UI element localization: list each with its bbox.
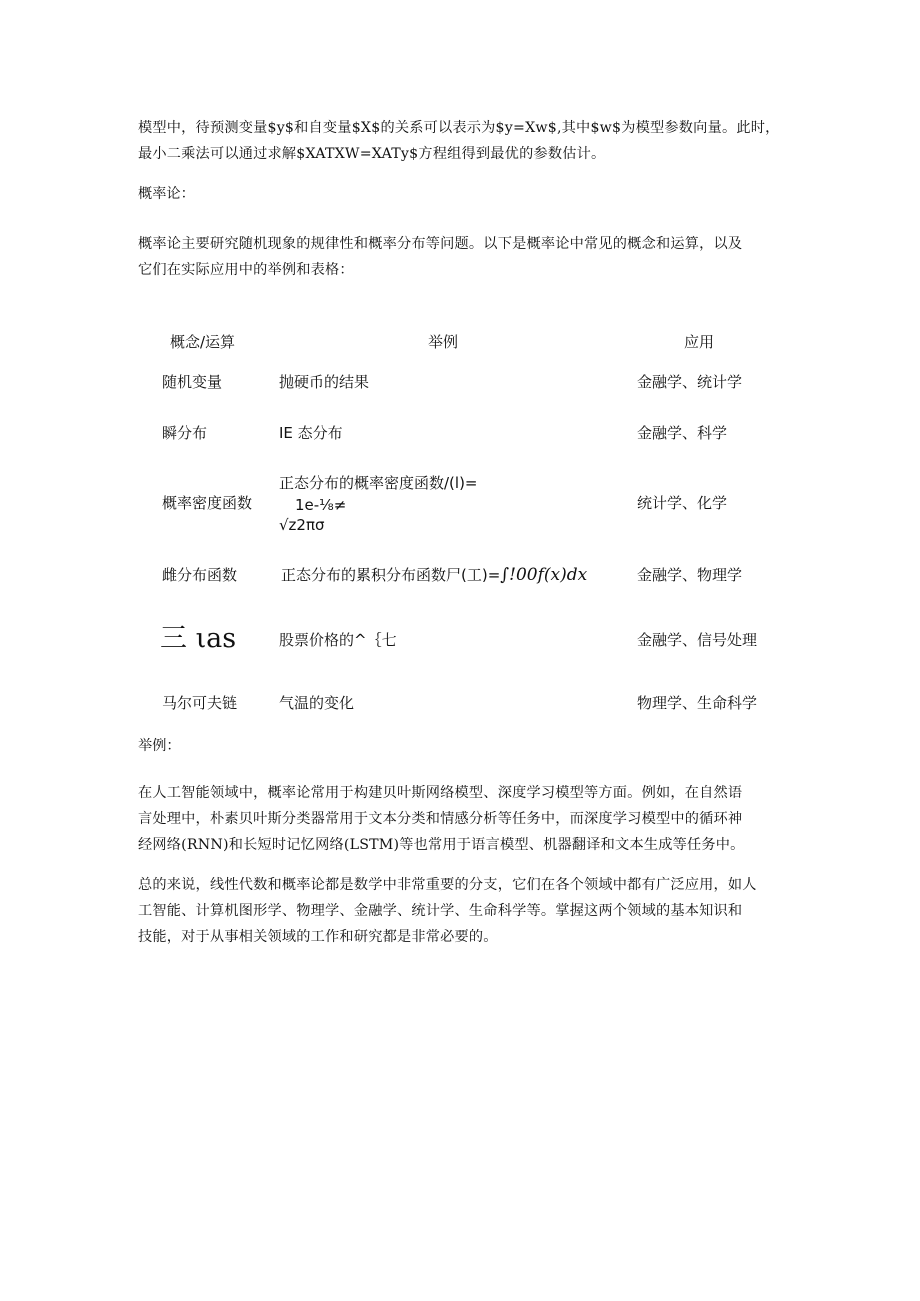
summary-line-1: 总的来说，线性代数和概率论都是数学中非常重要的分支，它们在各个领域中都有广泛应用，如人 (138, 877, 757, 893)
intro-line-2: 最小二乘法可以通过求解$XATXW=XATy$方程组得到最优的参数估计。 (138, 146, 606, 162)
table-row-2-concept: 瞬分布 (162, 424, 208, 442)
ai-line-3: 经网络(RNN)和长短时记忆网络(LSTM)等也常用于语言模型、机器翻译和文本生成等任务中。 (138, 837, 745, 853)
probability-heading: 概率论： (138, 186, 195, 202)
table-header-concept: 概念/运算 (170, 333, 236, 351)
table-row-4-example (281, 564, 587, 586)
probability-intro-line-2: 它们在实际应用中的举例和表格： (138, 262, 354, 278)
probability-intro-paragraph (138, 231, 790, 283)
example-heading: 举例： (138, 738, 181, 754)
summary-line-2: 工智能、计算机图形学、物理学、金融学、统计学、生命科学等。掌握这两个领域的基本知识和 (138, 903, 743, 919)
table-row-2-example: IE 态分布 (279, 424, 343, 442)
table-row-1-example: 抛硬币的结果 (279, 373, 370, 391)
probability-intro-line-1: 概率论主要研究随机现象的规律性和概率分布等问题。以下是概率论中常见的概念和运算，以及 (138, 236, 743, 252)
table-row-4-example-text: 正态分布的累积分布函数尸(工)= (281, 566, 501, 584)
summary-line-3: 技能，对于从事相关领域的工作和研究都是非常必要的。 (138, 929, 498, 945)
table-row-1-concept: 随机变量 (162, 373, 223, 391)
table-row-4-example-formula: ∫!00f(x)dx (500, 565, 588, 585)
table-row-5-application: 金融学、信号处理 (637, 631, 758, 649)
table-row-5-example: 股票价格的^｛七 (279, 631, 397, 649)
table-header-application: 应用 (684, 333, 715, 351)
table-row-6-example: 气温的变化 (279, 694, 355, 712)
ai-paragraph (138, 780, 790, 858)
table-row-4-application: 金融学、物理学 (637, 566, 743, 584)
ai-line-2: 言处理中，朴素贝叶斯分类器常用于文本分类和情感分析等任务中，而深度学习模型中的循环神 (138, 811, 743, 827)
summary-paragraph (138, 872, 790, 950)
table-row-1-application: 金融学、统计学 (637, 373, 743, 391)
intro-line-1: 模型中，待预测变量$y$和自变量$X$的关系可以表示为$y=Xw$,其中$w$为模型参数向量。此时， (138, 120, 780, 136)
table-header-example: 举例 (428, 333, 459, 351)
table-row-5-concept: 三 ιas (160, 623, 237, 654)
table-row-3-example-line-1: 正态分布的概率密度函数/(l)= (279, 474, 478, 492)
table-row-3-concept: 概率密度函数 (162, 494, 253, 512)
table-row-3-example-line-2: 1e-⅛≠ (295, 496, 347, 514)
table-row-4-concept: 雌分布函数 (162, 566, 238, 584)
ai-line-1: 在人工智能领域中，概率论常用于构建贝叶斯网络模型、深度学习模型等方面。例如，在自然语 (138, 785, 743, 801)
table-row-6-application: 物理学、生命科学 (637, 694, 758, 712)
table-row-3-application: 统计学、化学 (637, 494, 728, 512)
intro-paragraph (138, 115, 790, 167)
table-row-3-example-line-3: √z2πσ (279, 516, 325, 534)
table-row-6-concept: 马尔可夫链 (162, 694, 238, 712)
table-row-2-application: 金融学、科学 (637, 424, 728, 442)
